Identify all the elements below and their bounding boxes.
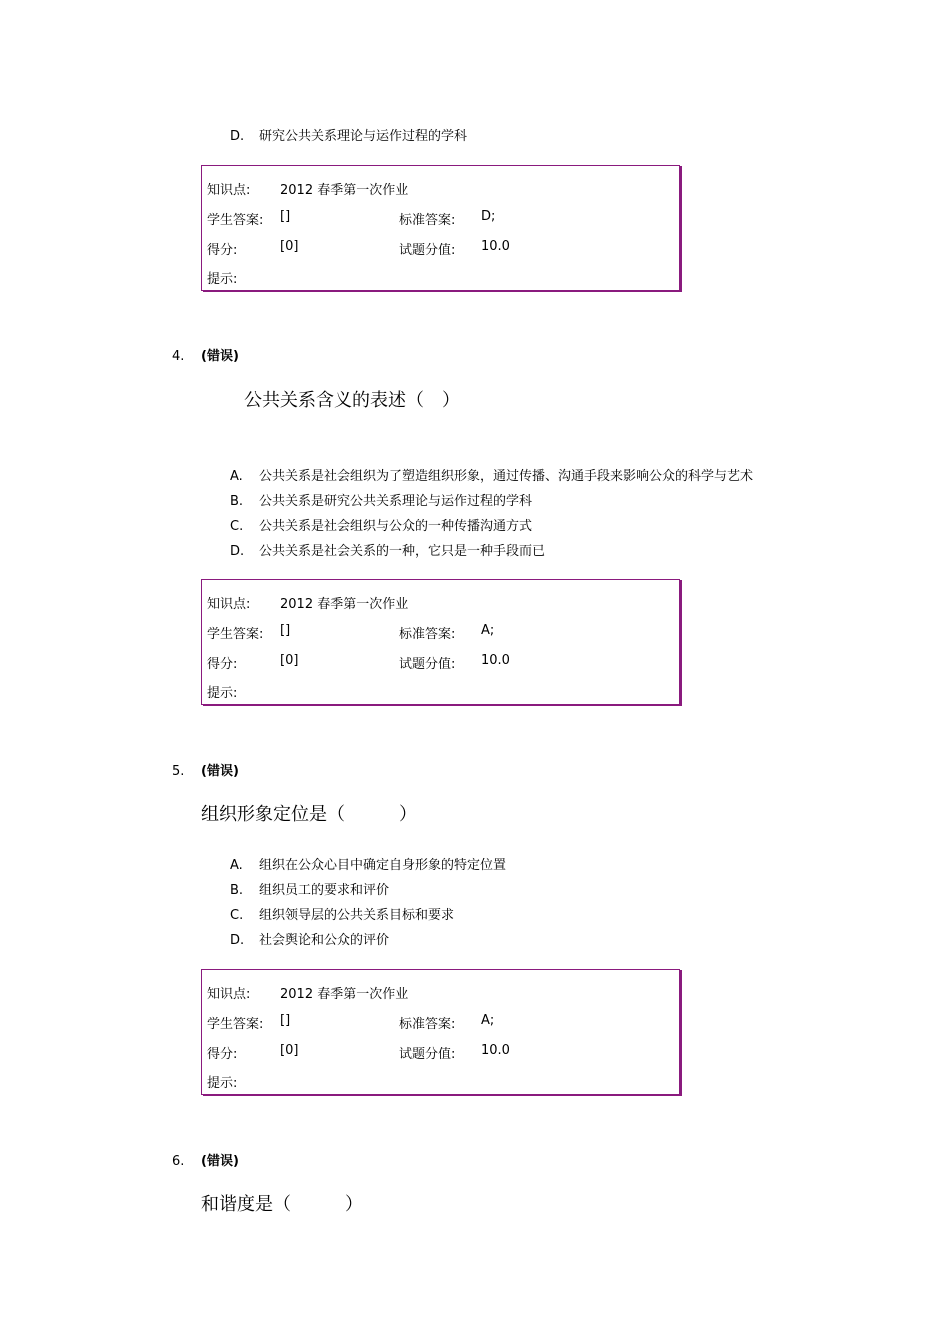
option-text: 组织领导层的公共关系目标和要求 xyxy=(259,908,455,923)
option-text: 公共关系是社会组织为了塑造组织形象，通过传播、沟通手段来影响公众的科学与艺术 xyxy=(259,469,754,484)
option-letter: B. xyxy=(230,883,244,898)
option-a xyxy=(230,854,506,873)
option-a xyxy=(230,465,753,484)
max-score-value: 10.0 xyxy=(481,239,510,254)
student-answer-label: 学生答案: xyxy=(207,1017,264,1032)
student-answer-value: [] xyxy=(280,623,291,638)
max-score-label: 试题分值: xyxy=(399,243,456,258)
feedback-box xyxy=(201,969,680,1095)
option-c xyxy=(230,515,532,534)
question-header xyxy=(172,1150,239,1169)
option-text: 研究公共关系理论与运作过程的学科 xyxy=(259,129,468,144)
student-answer-label: 学生答案: xyxy=(207,213,264,228)
option-letter: A. xyxy=(230,858,243,873)
student-answer-value: [] xyxy=(280,1013,291,1028)
score-value: [0] xyxy=(280,1043,299,1058)
option-text: 社会舆论和公众的评价 xyxy=(259,933,390,948)
option-text: 组织员工的要求和评价 xyxy=(259,883,390,898)
option-letter: B. xyxy=(230,494,244,509)
knowledge-label: 知识点: xyxy=(207,987,251,1002)
standard-answer-value: A; xyxy=(481,1013,495,1028)
option-text: 组织在公众心目中确定自身形象的特定位置 xyxy=(259,858,507,873)
question-text: 和谐度是（ ） xyxy=(201,1194,363,1215)
score-value: [0] xyxy=(280,653,299,668)
option-b xyxy=(230,879,389,898)
score-label: 得分: xyxy=(207,657,238,672)
feedback-box xyxy=(201,579,680,705)
question-number: 4. xyxy=(172,349,185,364)
feedback-box xyxy=(201,165,680,291)
score-label: 得分: xyxy=(207,243,238,258)
hint-label: 提示: xyxy=(207,272,238,287)
question-status: (错误) xyxy=(201,1154,239,1169)
option-c xyxy=(230,904,454,923)
question-status: (错误) xyxy=(201,764,239,779)
option-b xyxy=(230,490,532,509)
student-answer-label: 学生答案: xyxy=(207,627,264,642)
max-score-label: 试题分值: xyxy=(399,1047,456,1062)
question-header xyxy=(172,345,239,364)
max-score-value: 10.0 xyxy=(481,653,510,668)
option-letter: D. xyxy=(230,129,245,144)
standard-answer-label: 标准答案: xyxy=(399,627,456,642)
standard-answer-label: 标准答案: xyxy=(399,1017,456,1032)
question-number: 6. xyxy=(172,1154,185,1169)
hint-label: 提示: xyxy=(207,1076,238,1091)
option-d xyxy=(230,540,545,559)
score-value: [0] xyxy=(280,239,299,254)
standard-answer-value: A; xyxy=(481,623,495,638)
max-score-label: 试题分值: xyxy=(399,657,456,672)
option-d xyxy=(230,929,389,948)
option-text: 公共关系是研究公共关系理论与运作过程的学科 xyxy=(259,494,533,509)
option-text: 公共关系是社会组织与公众的一种传播沟通方式 xyxy=(259,519,533,534)
option-letter: A. xyxy=(230,469,243,484)
knowledge-value: 2012 春季第一次作业 xyxy=(280,987,409,1002)
question-status: (错误) xyxy=(201,349,239,364)
option-d xyxy=(230,125,467,144)
knowledge-label: 知识点: xyxy=(207,183,251,198)
option-letter: C. xyxy=(230,519,244,534)
student-answer-value: [] xyxy=(280,209,291,224)
question-header xyxy=(172,760,239,779)
option-letter: D. xyxy=(230,544,245,559)
option-letter: C. xyxy=(230,908,244,923)
question-number: 5. xyxy=(172,764,185,779)
knowledge-value: 2012 春季第一次作业 xyxy=(280,597,409,612)
standard-answer-value: D; xyxy=(481,209,496,224)
option-text: 公共关系是社会关系的一种，它只是一种手段而已 xyxy=(259,544,546,559)
question-text: 组织形象定位是（ ） xyxy=(201,804,417,825)
standard-answer-label: 标准答案: xyxy=(399,213,456,228)
max-score-value: 10.0 xyxy=(481,1043,510,1058)
knowledge-value: 2012 春季第一次作业 xyxy=(280,183,409,198)
score-label: 得分: xyxy=(207,1047,238,1062)
hint-label: 提示: xyxy=(207,686,238,701)
option-letter: D. xyxy=(230,933,245,948)
knowledge-label: 知识点: xyxy=(207,597,251,612)
question-text: 公共关系含义的表述（ ） xyxy=(244,390,460,411)
